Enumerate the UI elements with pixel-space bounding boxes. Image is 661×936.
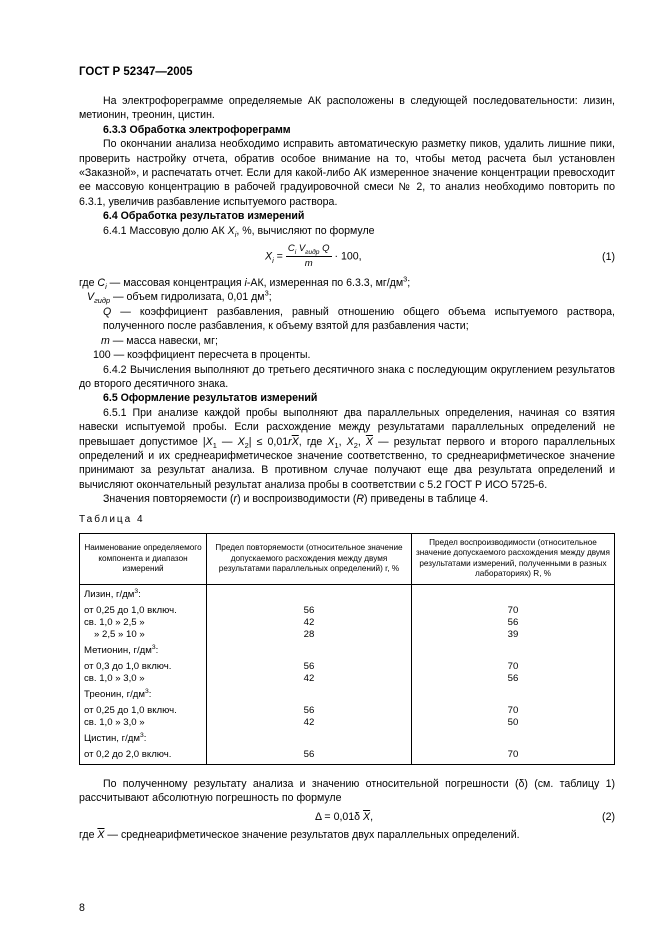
document-header: ГОСТ Р 52347—2005 <box>79 66 193 78</box>
section-6-4-1-text: 6.4.1 Массовую долю АК $X_i$, %, вычисляют по формуле <box>103 224 375 239</box>
formula-2-expression: Δ = 0,01δ $\overline{X}$, <box>315 810 374 823</box>
table-row: св. 1,0 » 3,0 » 42 56 <box>80 673 615 685</box>
table-row: » 2,5 » 10 » 28 39 <box>80 629 615 641</box>
table-group-row: Метионин, $г/дм^3$: <box>80 641 615 657</box>
def-100: 100 — коэффициент пересчета в проценты. <box>93 349 311 362</box>
formula-1 <box>79 238 615 276</box>
def-ci: где $C_i$ — массовая концентрация i-АК, измеренная по 6.3.3, $мг/дм^3$; <box>79 274 411 292</box>
table-row: от 0,25 до 1,0 включ. 56 70 <box>80 601 615 617</box>
formula-1-number: (1) <box>602 251 615 264</box>
def-m: m — масса навески, мг; <box>101 334 218 347</box>
table-row: св. 1,0 » 3,0 » 42 50 <box>80 717 615 729</box>
def-q: Q — коэффициент разбавления, равный отношению общего объема испытуемого раствора, полученного после разбавления, к объему взятой для разбавления части; <box>103 305 615 333</box>
page-number: 8 <box>79 902 85 914</box>
table-row: от 0,3 до 1,0 включ. 56 70 <box>80 657 615 673</box>
table-row: св. 1,0 » 2,5 » 42 56 <box>80 617 615 629</box>
table-row: от 0,25 до 1,0 включ. 56 70 <box>80 701 615 717</box>
intro-paragraph: На электрофореграмме определяемые АК расположены в следующей последовательности: лизин, метионин, треонин, цистин. <box>79 95 615 122</box>
table-header-component: Наименование определяемого компонента и диапазон измерений <box>80 533 207 584</box>
formula-1-fraction: $\frac{C_i V_{гидр} Q}{m}$ <box>287 243 330 270</box>
formula-1-expression: $X_i$ = $\frac{C_i V_{гидр} Q}{m}$ · 100, <box>265 242 362 272</box>
def-v: $V_{гидр}$ — объем гидролизата, 0,01 $дм^3$; <box>87 288 272 306</box>
section-6-4-heading: 6.4 Обработка результатов измерений <box>103 210 305 223</box>
formula-2-number: (2) <box>602 810 615 823</box>
repeatability-text: Значения повторяемости (r) и воспроизводимости (R) приведены в таблице 4. <box>103 493 489 506</box>
table-group-row: Треонин, $г/дм^3$: <box>80 685 615 701</box>
formula-1-definitions <box>79 276 615 362</box>
formula-2 <box>79 806 615 828</box>
table-4 <box>79 533 615 765</box>
after-table-text: По полученному результату анализа и значению относительной погрешности (δ) (см. таблицу 1) рассчитывают абсолютную погрешность по формуле <box>79 777 615 805</box>
final-definition: где $\overline{X}$ — среднеарифметическое значение результатов двух параллельных определений. <box>79 828 520 841</box>
table-header-repeatability: Предел повторяемости (относительное значение допускаемого расхождения между двумя результатами параллельных определений) r, % <box>207 533 412 584</box>
section-6-3-3-heading: 6.3.3 Обработка электрофореграмм <box>103 123 291 136</box>
section-6-3-3-text: По окончании анализа необходимо исправить автоматическую разметку пиков, удалить лишние пики, проверить настройку отчета, обратив особое внимание на то, чтобы метод расчета был установлен «Заказной», и распечатать отчет. Если для какой-либо АК измеренное значение концентрации превосходит ее массовую концентрацию в рабочей градуировочной смеси № 2, то анализ необходимо повторить по 6.3.1, увеличив разбавление испытуемого раствора. <box>79 138 615 208</box>
section-6-5-1-text: 6.5.1 При анализе каждой пробы выполняют два параллельных определения, начиная со взятия навески испытуемой пробы. Если расхождение между результатами параллельных определений не превышает допустимое $|X_1$ — $X_2| \le 0,01r\overline{X}$, где $X_1$, $X_2$, $\overline{X}$ — результат первого и второго параллельных определений и их среднеарифметическое значение соответственно, то среднеарифметическое значение принимают за результат анализа. В противном случае получают еще два результата определений и вычисляют окончательный результат анализа пробы в соответствии с 5.2 ГОСТ Р ИСО 5725-6. <box>79 406 616 491</box>
section-6-4-2-text: 6.4.2 Вычисления выполняют до третьего десятичного знака с последующим округлением результатов до второго десятичного знака. <box>79 363 615 390</box>
table-header-reproducibility: Предел воспроизводимости (относительное значение допускаемого расхождения между двумя результатами измерений, полученными в разных лабораториях) R, % <box>412 533 615 584</box>
table-4-caption: Таблица 4 <box>79 513 145 525</box>
section-6-5-heading: 6.5 Оформление результатов измерений <box>103 392 318 405</box>
table-group-row: Цистин, $г/дм^3$: <box>80 729 615 745</box>
document-body <box>79 94 615 842</box>
table-group-row: Лизин, $г/дм^3$: <box>80 584 615 601</box>
table-row: от 0,2 до 2,0 включ. 56 70 <box>80 745 615 765</box>
